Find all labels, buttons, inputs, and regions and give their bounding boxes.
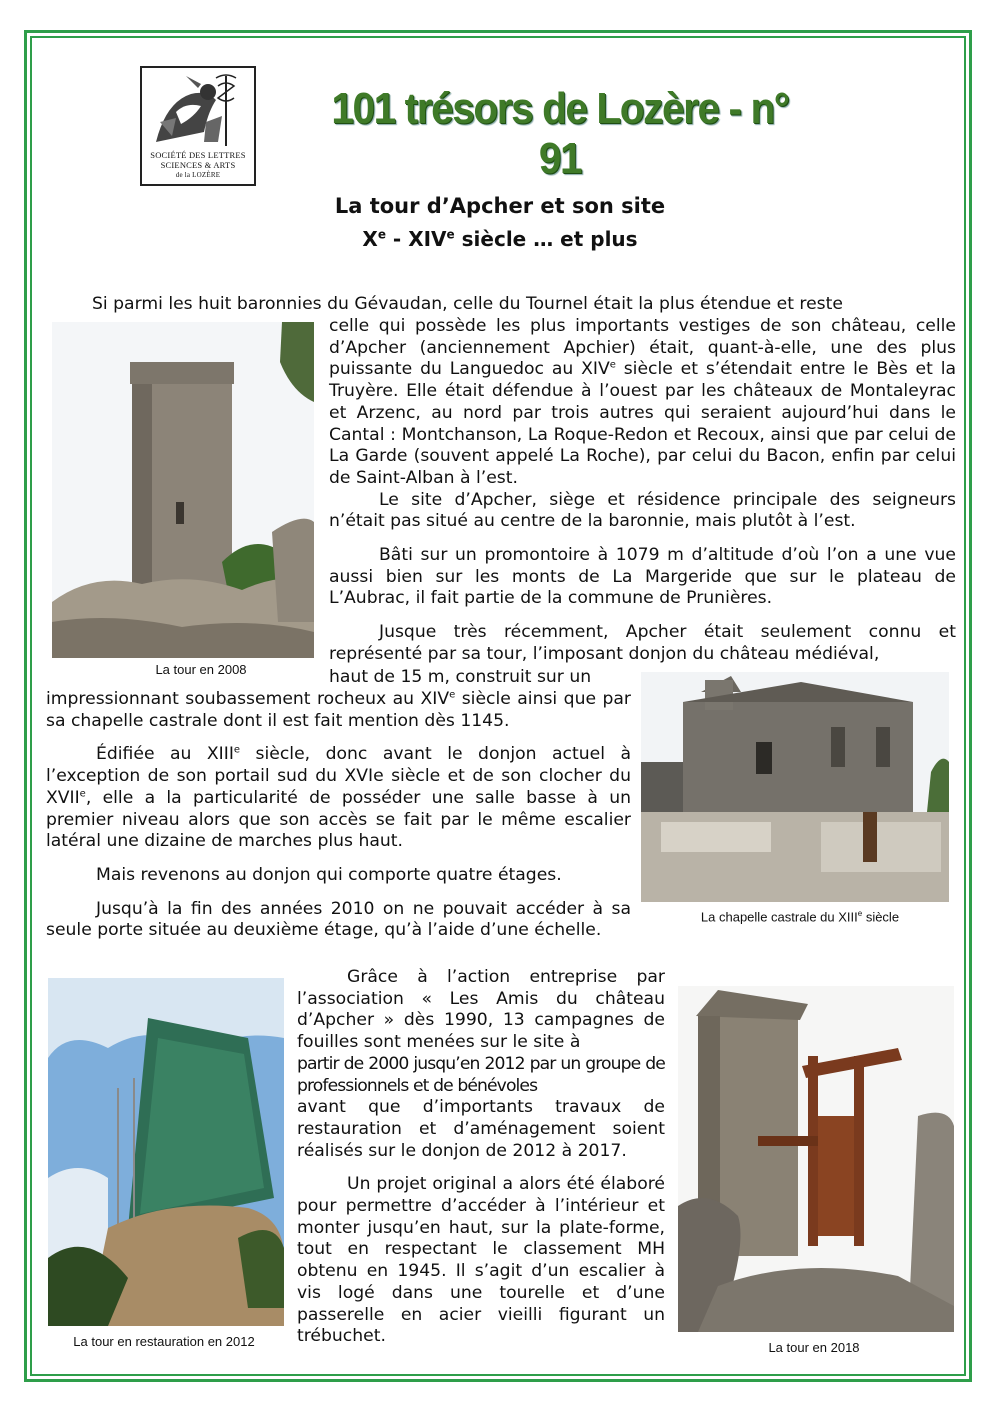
society-logo bbox=[140, 66, 256, 186]
caption-chapel: La chapelle castrale du XIIIe siècle bbox=[700, 909, 900, 925]
paragraph-4-continued: impressionnant soubassement rocheux au XIVe siècle ainsi que par sa chapelle castrale dont il est fait mention dès 1145. Édifiée au XIIIe siècle, donc avant le donjon actuel à l’exception de son portail sud du XVIe siècle et de son clocher du XVIIe, elle a la particularité de posséder une salle basse à un premier niveau alors que son accès se fait par le même escalier latéral une dizaine de marches plus haut. Mais revenons au donjon qui comporte quatre étages. Jusqu’à la fin des années 2010 on ne pouvait accéder à sa seule porte située au deuxième étage, qu’à l’aide d’une échelle. bbox=[46, 689, 631, 941]
paragraph-9: Un projet original a alors été élaboré pour permettre d’accéder à l’intérieur et monter jusqu’en haut, sur la plate-forme, tout en respectant le classement MH obtenu en 1945. Il s’agit d’un escalier à vis logé dans une tourelle et d’une passerelle en acier vieilli figurant un trébuchet. bbox=[297, 1174, 665, 1347]
caption-restoration-2012: La tour en restauration en 2012 bbox=[73, 1334, 255, 1349]
paragraph-1: celle qui possède les plus importants vestiges de son château, celle d’Apcher (anciennement Apchier) était, quant-à-elle, une des plus puissante du Languedoc au XIVe siècle et s’étendait entre le Bès et la Truyère. Elle était défendue à l’ouest par les châteaux de Montaleyrac et Arzenc, au nord par trois autres qui seraient aujourd’hui dans le Cantal : Montchanson, La Roque-Redon et Recoux, ainsi que par celui de La Garde (souvent appelé La Roche), par celui du Bacon, enfin par celui de Saint-Alban à l’est. Le site d’Apcher, siège et résidence principale des seigneurs n’était pas situé au centre de la baronnie, mais plutôt à l’est. Bâti sur un promontoire à 1079 m d’altitude d’où l’on a une vue aussi bien sur les monts de La Margeride que sur le plateau de L’Aubrac, il fait partie de la commune de Prunières. Jusque très récemment, Apcher était seulement connu et représenté par sa tour, l’imposant donjon du château médiéval, bbox=[329, 316, 956, 664]
logo-line-3: de la LOZÈRE bbox=[175, 171, 221, 179]
photo-tower-2018 bbox=[678, 986, 954, 1332]
logo-line-2: SCIENCES & ARTS bbox=[160, 160, 236, 170]
paragraph-4a: Jusque très récemment, Apcher était seulement connu et représenté par sa tour, l’imposant donjon du château médiéval, bbox=[329, 622, 956, 664]
paragraph-3: Bâti sur un promontoire à 1079 m d’altitude d’où l’on a une vue aussi bien sur les monts de La Margeride que sur le plateau de L’Aubrac, il fait partie de la commune de Prunières. bbox=[329, 545, 956, 609]
paragraph-6: Mais revenons au donjon qui comporte quatre étages. bbox=[96, 864, 562, 885]
paragraph-1-lead: Si parmi les huit baronnies du Gévaudan, celle du Tournel était la plus étendue et reste bbox=[92, 294, 843, 314]
paragraph-8-narrow-line: partir de 2000 jusqu’en 2012 par un groupe de professionnels et de bénévoles bbox=[297, 1053, 665, 1096]
article-subtitle: Xe - XIVe siècle … et plus bbox=[362, 227, 638, 251]
photo-tower-2008 bbox=[52, 322, 314, 658]
series-title: 101 trésors de Lozère - n° 91 bbox=[331, 84, 789, 183]
logo-line-1: SOCIÉTÉ DES LETTRES bbox=[150, 150, 246, 160]
paragraph-7: Jusqu’à la fin des années 2010 on ne pouvait accéder à sa seule porte située au deuxième étage, qu’à l’aide d’une échelle. bbox=[46, 898, 631, 941]
photo-restoration-2012 bbox=[48, 978, 284, 1326]
paragraph-8: Grâce à l’action entreprise par l’association « Les Amis du château d’Apcher » dès 1990, 13 campagnes de fouilles sont menées sur le site à partir de 2000 jusqu’en 2012 par un groupe de professionnels et de bénévoles avant que d’importants travaux de restauration et d’aménagement soient réalisés sur le donjon de 2012 à 2017. Un projet original a alors été élaboré pour permettre d’accéder à l’intérieur et monter jusqu’en haut, sur la plate-forme, tout en respectant le classement MH obtenu en 1945. Il s’agit d’un escalier à vis logé dans une tourelle et d’une passerelle en acier vieilli figurant un trébuchet. bbox=[297, 967, 665, 1347]
article-title: La tour d’Apcher et son site bbox=[334, 194, 666, 218]
caption-tower-2018: La tour en 2018 bbox=[768, 1340, 860, 1355]
caption-tower-2008: La tour en 2008 bbox=[155, 662, 247, 677]
paragraph-4b: haut de 15 m, construit sur un bbox=[329, 667, 592, 687]
hermes-emblem-icon bbox=[146, 72, 250, 148]
paragraph-2: Le site d’Apcher, siège et résidence principale des seigneurs n’était pas situé au centre de la baronnie, mais plutôt à l’est. bbox=[329, 489, 956, 532]
photo-chapel bbox=[641, 672, 949, 902]
paragraph-5: Édifiée au XIIIe siècle, donc avant le donjon actuel à l’exception de son portail sud du XVIe siècle et de son clocher du XVIIe, elle a la particularité de posséder une salle basse à un premier niveau alors que son accès se fait par le même escalier latéral une dizaine de marches plus haut. bbox=[46, 744, 631, 852]
